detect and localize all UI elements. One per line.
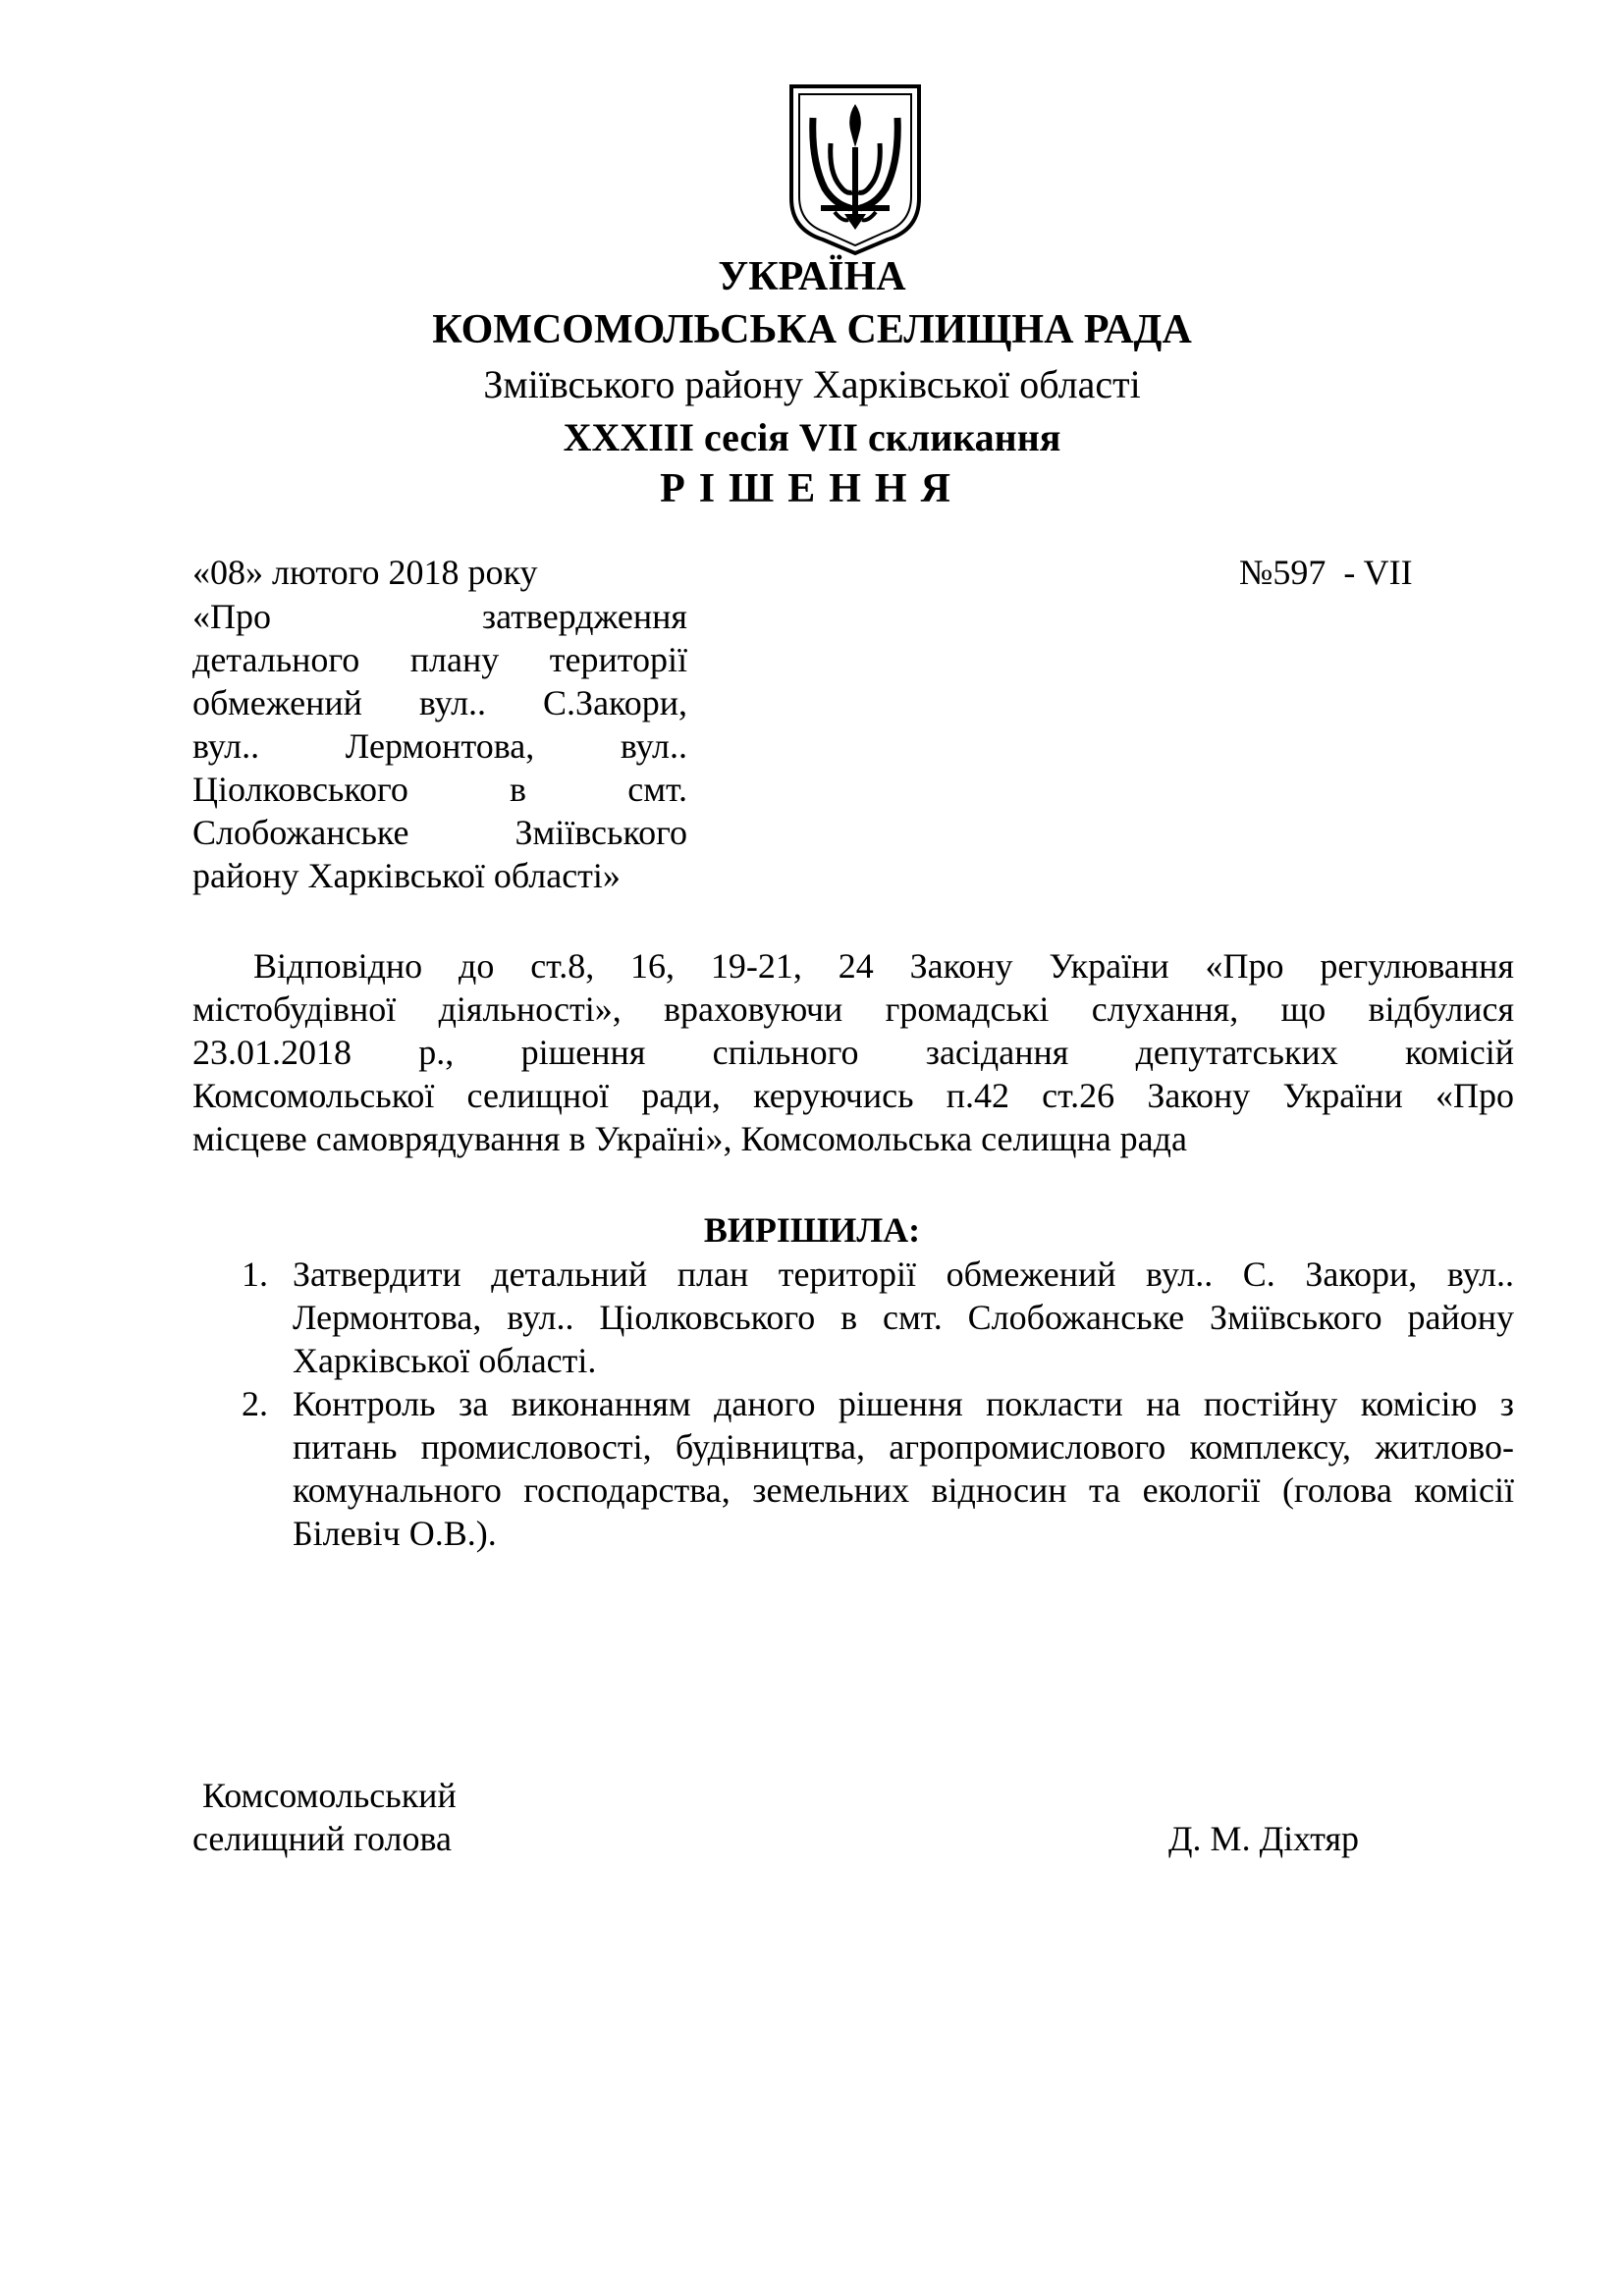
decision-item <box>242 1253 1514 1382</box>
decision-items-list <box>242 1253 1514 1555</box>
item-number: 1. <box>242 1255 268 1294</box>
preamble-line: містобудівної діяльності», враховуючи громадські слухання, що відбулися <box>192 989 1514 1029</box>
subject-line: вул.. Лермонтова, вул.. <box>192 726 687 766</box>
item-number: 2. <box>242 1384 268 1423</box>
item-line: Контроль за виконанням даного рішення покласти на постійну комісію з <box>293 1384 1514 1423</box>
item-line: комунального господарства, земельних відносин та екології (голова комісії <box>293 1470 1514 1510</box>
resolved-heading: ВИРІШИЛА: <box>703 1210 921 1250</box>
district-heading: Зміївського району Харківської області <box>483 362 1141 406</box>
signatory-title-line2: селищний голова <box>192 1819 453 1858</box>
preamble-paragraph <box>192 944 1514 1160</box>
subject-line: Слобожанське Зміївського <box>192 813 687 852</box>
signatory-title-line1: Комсомольський <box>202 1776 457 1815</box>
subject-line: детального плану території <box>192 640 687 679</box>
item-line: питань промисловості, будівництва, агропромислового комплексу, житлово- <box>293 1427 1514 1467</box>
subject-line: району Харківської області» <box>192 856 621 895</box>
decision-date: «08» лютого 2018 року <box>192 553 538 592</box>
council-heading: КОМСОМОЛЬСЬКА СЕЛИЩНА РАДА <box>432 307 1192 352</box>
trident-coat-of-arms-icon <box>785 82 925 257</box>
decision-subject <box>192 595 687 897</box>
subject-line: «Про затвердження <box>192 597 687 636</box>
item-line: Лермонтова, вул.. Ціолковського в смт. Слобожанське Зміївського району <box>293 1298 1514 1337</box>
item-line: Білевіч О.В.). <box>293 1514 497 1553</box>
item-line: Затвердити детальний план території обмежений вул.. С. Закори, вул.. <box>293 1255 1514 1294</box>
subject-line: Ціолковського в смт. <box>192 770 687 809</box>
item-line: Харківської області. <box>293 1341 597 1380</box>
decision-item <box>242 1382 1514 1555</box>
session-heading: XXXIII сесія VII скликання <box>563 415 1061 459</box>
preamble-line: Комсомольської селищної ради, керуючись п.42 ст.26 Закону України «Про <box>192 1076 1514 1115</box>
preamble-line: 23.01.2018 р., рішення спільного засідання депутатських комісій <box>192 1033 1514 1072</box>
preamble-line: місцеве самоврядування в Україні», Комсомольська селищна рада <box>192 1119 1187 1158</box>
decision-heading: РІШЕННЯ <box>660 466 964 511</box>
preamble-line: Відповідно до ст.8, 16, 19-21, 24 Закону України «Про регулювання <box>253 946 1514 986</box>
country-heading: УКРАЇНА <box>718 254 906 299</box>
subject-line: обмежений вул.. С.Закори, <box>192 683 687 722</box>
decision-number: №597 - VII <box>1239 553 1413 592</box>
signatory-name: Д. М. Діхтяр <box>1168 1819 1360 1858</box>
